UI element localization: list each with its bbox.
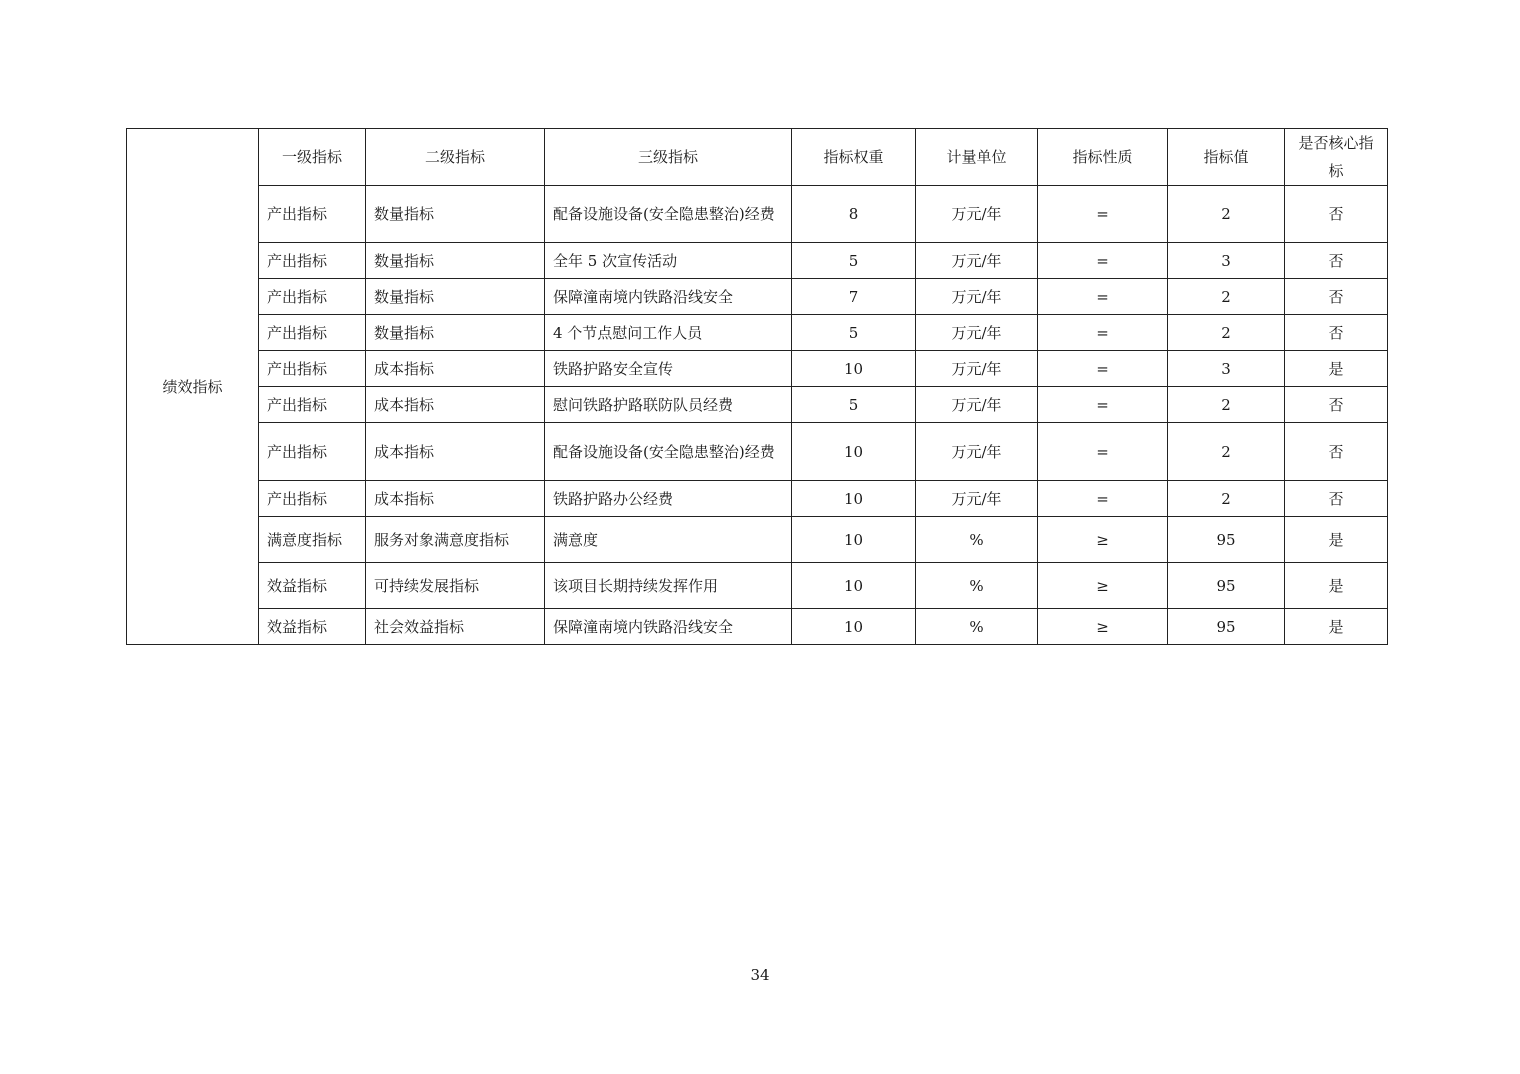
unit-cell: 万元/年 <box>916 387 1038 423</box>
nature-cell: = <box>1038 423 1168 481</box>
core-cell: 否 <box>1285 186 1388 243</box>
header-cell: 计量单位 <box>916 129 1038 186</box>
table-header-row <box>127 129 1388 186</box>
table-row <box>127 186 1388 243</box>
table-row <box>127 517 1388 563</box>
level2-cell: 可持续发展指标 <box>366 563 545 609</box>
weight-cell: 10 <box>792 563 916 609</box>
unit-cell: 万元/年 <box>916 279 1038 315</box>
value-cell: 2 <box>1168 186 1285 243</box>
table-row <box>127 609 1388 645</box>
weight-cell: 10 <box>792 481 916 517</box>
level2-cell: 服务对象满意度指标 <box>366 517 545 563</box>
core-cell: 否 <box>1285 315 1388 351</box>
level3-cell: 铁路护路办公经费 <box>545 481 792 517</box>
table-row <box>127 279 1388 315</box>
unit-cell: % <box>916 563 1038 609</box>
value-cell: 2 <box>1168 315 1285 351</box>
core-cell: 否 <box>1285 481 1388 517</box>
unit-cell: 万元/年 <box>916 351 1038 387</box>
unit-cell: 万元/年 <box>916 315 1038 351</box>
level1-cell: 效益指标 <box>259 609 366 645</box>
weight-cell: 7 <box>792 279 916 315</box>
level1-cell: 产出指标 <box>259 315 366 351</box>
header-cell: 一级指标 <box>259 129 366 186</box>
level1-cell: 效益指标 <box>259 563 366 609</box>
level3-cell: 配备设施设备(安全隐患整治)经费 <box>545 186 792 243</box>
level1-cell: 产出指标 <box>259 387 366 423</box>
level1-cell: 产出指标 <box>259 423 366 481</box>
weight-cell: 5 <box>792 243 916 279</box>
level3-cell: 4 个节点慰问工作人员 <box>545 315 792 351</box>
table-row <box>127 315 1388 351</box>
value-cell: 2 <box>1168 387 1285 423</box>
level3-cell: 该项目长期持续发挥作用 <box>545 563 792 609</box>
table-row <box>127 423 1388 481</box>
level3-cell: 保障潼南境内铁路沿线安全 <box>545 279 792 315</box>
value-cell: 3 <box>1168 351 1285 387</box>
core-cell: 否 <box>1285 387 1388 423</box>
level1-cell: 产出指标 <box>259 279 366 315</box>
header-cell: 是否核心指标 <box>1285 129 1388 186</box>
level2-cell: 数量指标 <box>366 186 545 243</box>
table-row <box>127 481 1388 517</box>
level3-cell: 全年 5 次宣传活动 <box>545 243 792 279</box>
core-cell: 是 <box>1285 517 1388 563</box>
weight-cell: 8 <box>792 186 916 243</box>
weight-cell: 10 <box>792 351 916 387</box>
core-cell: 否 <box>1285 423 1388 481</box>
level1-cell: 产出指标 <box>259 186 366 243</box>
level2-cell: 社会效益指标 <box>366 609 545 645</box>
nature-cell: = <box>1038 481 1168 517</box>
core-cell: 是 <box>1285 563 1388 609</box>
table-row <box>127 387 1388 423</box>
nature-cell: = <box>1038 186 1168 243</box>
unit-cell: 万元/年 <box>916 481 1038 517</box>
level1-cell: 满意度指标 <box>259 517 366 563</box>
level2-cell: 成本指标 <box>366 481 545 517</box>
value-cell: 95 <box>1168 609 1285 645</box>
nature-cell: = <box>1038 279 1168 315</box>
core-cell: 是 <box>1285 351 1388 387</box>
core-cell: 是 <box>1285 609 1388 645</box>
header-cell: 三级指标 <box>545 129 792 186</box>
level1-cell: 产出指标 <box>259 243 366 279</box>
table-row <box>127 563 1388 609</box>
level3-cell: 配备设施设备(安全隐患整治)经费 <box>545 423 792 481</box>
level2-cell: 数量指标 <box>366 279 545 315</box>
weight-cell: 10 <box>792 609 916 645</box>
unit-cell: 万元/年 <box>916 186 1038 243</box>
level3-cell: 保障潼南境内铁路沿线安全 <box>545 609 792 645</box>
level1-cell: 产出指标 <box>259 351 366 387</box>
nature-cell: ≥ <box>1038 517 1168 563</box>
level2-cell: 成本指标 <box>366 351 545 387</box>
core-cell: 否 <box>1285 279 1388 315</box>
value-cell: 3 <box>1168 243 1285 279</box>
performance-indicator-table <box>126 128 1388 645</box>
table-row <box>127 351 1388 387</box>
page-number: 34 <box>750 966 770 984</box>
value-cell: 2 <box>1168 423 1285 481</box>
header-cell: 指标权重 <box>792 129 916 186</box>
header-cell: 指标性质 <box>1038 129 1168 186</box>
nature-cell: ≥ <box>1038 609 1168 645</box>
nature-cell: ≥ <box>1038 563 1168 609</box>
level2-cell: 数量指标 <box>366 315 545 351</box>
level2-cell: 成本指标 <box>366 423 545 481</box>
level3-cell: 铁路护路安全宣传 <box>545 351 792 387</box>
core-cell: 否 <box>1285 243 1388 279</box>
value-cell: 2 <box>1168 481 1285 517</box>
weight-cell: 5 <box>792 315 916 351</box>
unit-cell: % <box>916 517 1038 563</box>
header-cell: 二级指标 <box>366 129 545 186</box>
value-cell: 2 <box>1168 279 1285 315</box>
table-row <box>127 243 1388 279</box>
level3-cell: 满意度 <box>545 517 792 563</box>
unit-cell: 万元/年 <box>916 423 1038 481</box>
header-cell: 指标值 <box>1168 129 1285 186</box>
nature-cell: = <box>1038 387 1168 423</box>
weight-cell: 10 <box>792 517 916 563</box>
nature-cell: = <box>1038 351 1168 387</box>
unit-cell: 万元/年 <box>916 243 1038 279</box>
level2-cell: 数量指标 <box>366 243 545 279</box>
nature-cell: = <box>1038 315 1168 351</box>
level1-cell: 产出指标 <box>259 481 366 517</box>
level2-cell: 成本指标 <box>366 387 545 423</box>
value-cell: 95 <box>1168 517 1285 563</box>
level3-cell: 慰问铁路护路联防队员经费 <box>545 387 792 423</box>
weight-cell: 10 <box>792 423 916 481</box>
section-label-cell: 绩效指标 <box>127 129 259 645</box>
nature-cell: = <box>1038 243 1168 279</box>
weight-cell: 5 <box>792 387 916 423</box>
unit-cell: % <box>916 609 1038 645</box>
value-cell: 95 <box>1168 563 1285 609</box>
